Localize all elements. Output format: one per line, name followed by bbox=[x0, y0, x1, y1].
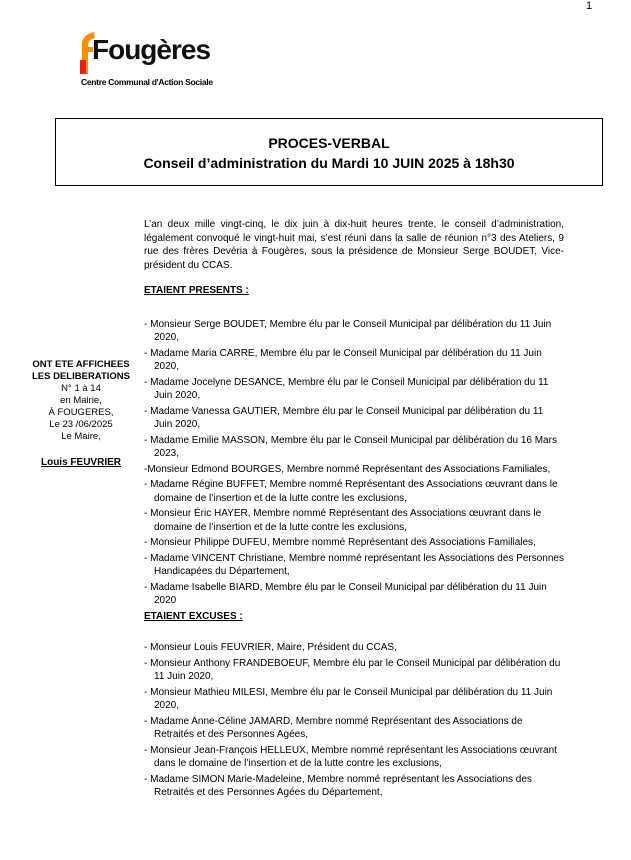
notice-line: Le 23 /06/2025 bbox=[49, 419, 113, 430]
minutes-body bbox=[144, 218, 564, 802]
display-notice bbox=[30, 359, 132, 469]
present-member: - Madame Jocelyne DESANCE, Membre élu par le Conseil Municipal par délibération du 11 Juin 2020, bbox=[144, 376, 549, 401]
present-member: - Madame Maria CARRE, Membre élu par le Conseil Municipal par délibération du 11 Juin 2020, bbox=[144, 347, 542, 372]
excused-heading: ETAIENT EXCUSES : bbox=[144, 610, 243, 622]
excused-member: - Madame SIMON Marie-Madeleine, Membre nommé représentant les Associations des Retraités et des Personnes Agées du Département, bbox=[144, 773, 532, 798]
notice-line: ONT ETE AFFICHEES bbox=[32, 359, 130, 370]
ccas-logo bbox=[76, 30, 236, 92]
excused-member: - Monsieur Anthony FRANDEBOEUF, Membre élu par le Conseil Municipal par délibération du 11 Juin 2020, bbox=[144, 657, 561, 682]
excused-member: - Madame Anne-Céline JAMARD, Membre nommé Représentant des Associations de Retraités et des Personnes Agées, bbox=[144, 715, 523, 740]
present-member: - Monsieur Éric HAYER, Membre nommé Représentant des Associations œuvrant dans le domaine de l’insertion et de la lutte contre les exclusions, bbox=[144, 508, 542, 533]
excused-member: - Monsieur Louis FEUVRIER, Maire, Président du CCAS, bbox=[144, 642, 397, 653]
logo-subtitle: Centre Communal d'Action Sociale bbox=[81, 77, 213, 87]
present-member: -Monsieur Edmond BOURGES, Membre nommé Représentant des Associations Familiales, bbox=[144, 463, 551, 475]
present-member: - Madame Régine BUFFET, Membre nommé Représentant des Associations œuvrant dans le domaine de l’insertion et de la lutte contre les exclusions, bbox=[144, 479, 558, 504]
title-box bbox=[55, 118, 603, 186]
excused-list bbox=[144, 641, 564, 800]
present-member: - Madame Emilie MASSON, Membre élu par le Conseil Municipal par délibération du 16 Mars 2023, bbox=[144, 434, 557, 459]
present-member: - Madame Vanessa GAUTIER, Membre élu par le Conseil Municipal par délibération du 11 Juin 2020, bbox=[144, 405, 544, 430]
notice-line: LES DELIBERATIONS bbox=[32, 371, 130, 382]
present-member: - Monsieur Serge BOUDET, Membre élu par le Conseil Municipal par délibération du 11 Juin 2020, bbox=[144, 318, 552, 343]
mayor-name: Louis FEUVRIER bbox=[40, 457, 121, 468]
present-heading: ETAIENT PRESENTS : bbox=[144, 285, 249, 296]
notice-line: N° 1 à 14 bbox=[61, 383, 101, 394]
excused-member: - Monsieur Mathieu MILESI, Membre élu par le Conseil Municipal par délibération du 11 Juin 2020, bbox=[144, 686, 553, 711]
present-member: - Monsieur Philippe DUFEU, Membre nommé Représentant des Associations Familiales, bbox=[144, 537, 536, 548]
meeting-title: Conseil d’administration du Mardi 10 JUIN 2025 à 18h30 bbox=[143, 155, 515, 171]
document-title: PROCES-VERBAL bbox=[268, 135, 390, 151]
notice-line: À FOUGERES, bbox=[48, 407, 114, 418]
notice-line: en Mairie, bbox=[60, 395, 102, 406]
excused-member: - Monsieur Jean-François HELLEUX, Membre nommé représentant les Associations œuvrant dans le domaine de l’insertion et de la lutte contre les exclusions, bbox=[144, 744, 557, 769]
intro-paragraph: L’an deux mille vingt-cinq, le dix juin à dix-huit heures trente, le conseil d’administration, légalement convoqué le vingt-huit mai, s’est réuni dans la salle de réunion n°3 des Ateliers, 9 rue des frères Devéria à Fougères, sous la présidence de Monsieur Serge BOUDET, Vice-président du CCAS. bbox=[144, 219, 564, 271]
present-list bbox=[144, 318, 564, 608]
present-member: - Madame VINCENT Christiane, Membre nommé représentant les Associations des Personnes Handicapées du Département, bbox=[144, 552, 564, 577]
notice-line: Le Maire, bbox=[61, 431, 101, 442]
page-number: 1 bbox=[586, 0, 593, 12]
logo-name: Fougères bbox=[92, 34, 211, 65]
present-member: - Madame Isabelle BIARD, Membre élu par le Conseil Municipal par délibération du 11 Juin 2020 bbox=[144, 581, 547, 606]
